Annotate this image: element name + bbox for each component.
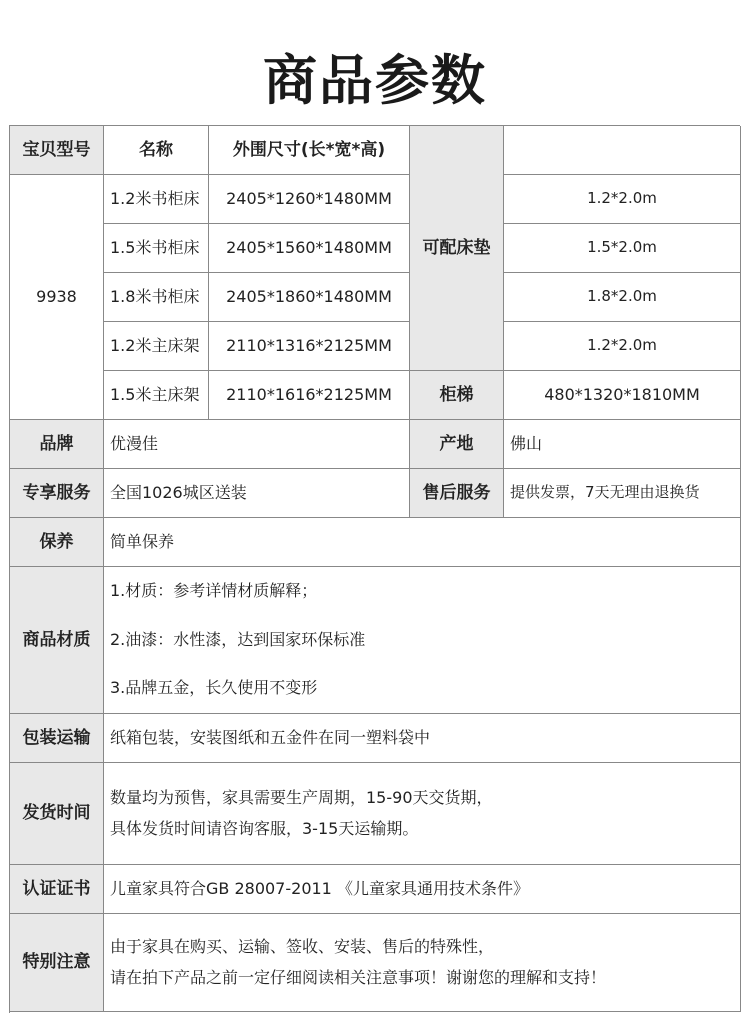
shipping-line: 具体发货时间请咨询客服，3-15天运输期。	[110, 818, 419, 838]
cert-label: 认证证书	[10, 865, 104, 914]
material-line: 3.品牌五金，长久使用不变形	[110, 678, 318, 698]
mattress-label: 可配床垫	[410, 126, 504, 371]
mattress-empty-cell	[504, 126, 741, 175]
packing-label: 包装运输	[10, 714, 104, 763]
notice-line: 请在拍下产品之前一定仔细阅读相关注意事项！谢谢您的理解和支持！	[110, 967, 607, 987]
product-name: 1.5米主床架	[104, 371, 209, 420]
origin-value: 佛山	[504, 420, 741, 469]
brand-label: 品牌	[10, 420, 104, 469]
spec-table	[9, 125, 740, 1013]
brand-value: 优漫佳	[104, 420, 410, 469]
ladder-label: 柜梯	[410, 371, 504, 420]
care-label: 保养	[10, 518, 104, 567]
material-label: 商品材质	[10, 567, 104, 714]
ladder-size: 480*1320*1810MM	[504, 371, 741, 420]
origin-label: 产地	[410, 420, 504, 469]
care-value: 简单保养	[104, 518, 741, 567]
header-size: 外围尺寸(长*宽*高)	[209, 126, 410, 175]
shipping-line: 数量均为预售，家具需要生产周期，15-90天交货期，	[110, 787, 493, 807]
product-size: 2110*1316*2125MM	[209, 322, 410, 371]
material-value	[104, 567, 741, 714]
product-name: 1.8米书柜床	[104, 273, 209, 322]
notice-line: 由于家具在购买、运输、签收、安装、售后的特殊性，	[110, 936, 495, 956]
header-model: 宝贝型号	[10, 126, 104, 175]
page-title: 商品参数	[263, 49, 487, 112]
service-label: 专享服务	[10, 469, 104, 518]
notice-value	[104, 914, 741, 1012]
model-value: 9938	[10, 175, 104, 420]
product-size: 2405*1560*1480MM	[209, 224, 410, 273]
product-size: 2405*1860*1480MM	[209, 273, 410, 322]
mattress-size: 1.2*2.0m	[504, 175, 741, 224]
product-size: 2110*1616*2125MM	[209, 371, 410, 420]
product-name: 1.2米书柜床	[104, 175, 209, 224]
packing-value: 纸箱包装，安装图纸和五金件在同一塑料袋中	[104, 714, 741, 763]
product-name: 1.2米主床架	[104, 322, 209, 371]
material-line: 1.材质：参考详情材质解释；	[110, 580, 318, 600]
notice-label: 特别注意	[10, 914, 104, 1012]
shipping-label: 发货时间	[10, 763, 104, 865]
shipping-value	[104, 763, 741, 865]
cert-value: 儿童家具符合GB 28007-2011 《儿童家具通用技术条件》	[104, 865, 741, 914]
material-line: 2.油漆：水性漆，达到国家环保标准	[110, 629, 366, 649]
service-value: 全国1026城区送装	[104, 469, 410, 518]
product-size: 2405*1260*1480MM	[209, 175, 410, 224]
header-name: 名称	[104, 126, 209, 175]
mattress-size: 1.8*2.0m	[504, 273, 741, 322]
mattress-size: 1.2*2.0m	[504, 322, 741, 371]
aftersale-value: 提供发票，7天无理由退换货	[504, 469, 741, 518]
aftersale-label: 售后服务	[410, 469, 504, 518]
mattress-size: 1.5*2.0m	[504, 224, 741, 273]
product-name: 1.5米书柜床	[104, 224, 209, 273]
